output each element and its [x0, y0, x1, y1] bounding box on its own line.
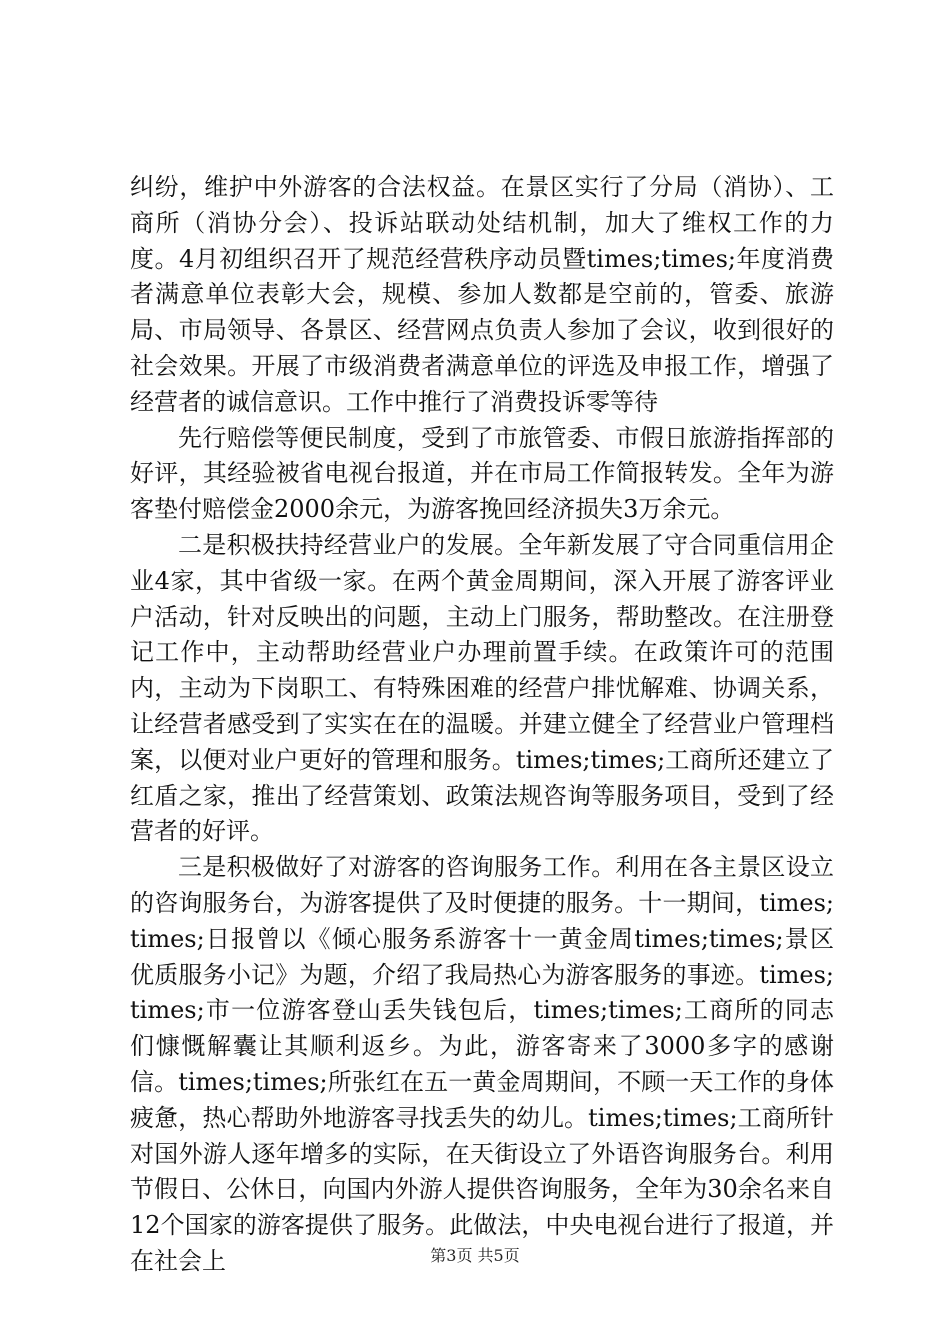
paragraph-3: 二是积极扶持经营业户的发展。全年新发展了守合同重信用企业4家，其中省级一家。在两个黄金周期间，深入开展了游客评业户活动，针对反映出的问题，主动上门服务，帮助整改。在注册登记工作中，主动帮助经营业户办理前置手续。在政策许可的范围内，主动为下岗职工、有特殊困难的经营户排忧解难、协调关系，让经营者感受到了实实在在的温暖。并建立健全了经营业户管理档案，以便对业户更好的管理和服务。times;times;工商所还建立了红盾之家，推出了经营策划、政策法规咨询等服务项目，受到了经营者的好评。	[130, 530, 834, 846]
paragraph-4: 三是积极做好了对游客的咨询服务工作。利用在各主景区设立的咨询服务台，为游客提供了及时便捷的服务。十一期间，times;times;日报曾以《倾心服务系游客十一黄金周times;times;景区优质服务小记》为题，介绍了我局热心为游客服务的事迹。times;times;市一位游客登山丢失钱包后，times;times;工商所的同志们慷慨解囊让其顺利返乡。为此，游客寄来了3000多字的感谢信。times;times;所张红在五一黄金周期间，不顾一天工作的身体疲惫，热心帮助外地游客寻找丢失的幼儿。times;times;工商所针对国外游人逐年增多的实际，在天街设立了外语咨询服务台。利用节假日、公休日，向国内外游人提供咨询服务，全年为30余名来自12个国家的游客提供了服务。此做法，中央电视台进行了报道，并在社会上	[130, 853, 834, 1275]
paragraph-2: 先行赔偿等便民制度，受到了市旅管委、市假日旅游指挥部的好评，其经验被省电视台报道，并在市局工作简报转发。全年为游客垫付赔偿金2000余元，为游客挽回经济损失3万余元。	[130, 423, 834, 524]
page-number-footer: 第3页 共5页	[430, 1246, 520, 1265]
document-body	[130, 170, 834, 1280]
paragraph-1: 纠纷，维护中外游客的合法权益。在景区实行了分局（消协）、工商所（消协分会）、投诉站联动处结机制，加大了维权工作的力度。4月初组织召开了规范经营秩序动员暨times;times;年度消费者满意单位表彰大会，规模、参加人数都是空前的，管委、旅游局、市局领导、各景区、经营网点负责人参加了会议，收到很好的社会效果。开展了市级消费者满意单位的评选及申报工作，增强了经营者的诚信意识。工作中推行了消费投诉零等待	[130, 173, 834, 416]
